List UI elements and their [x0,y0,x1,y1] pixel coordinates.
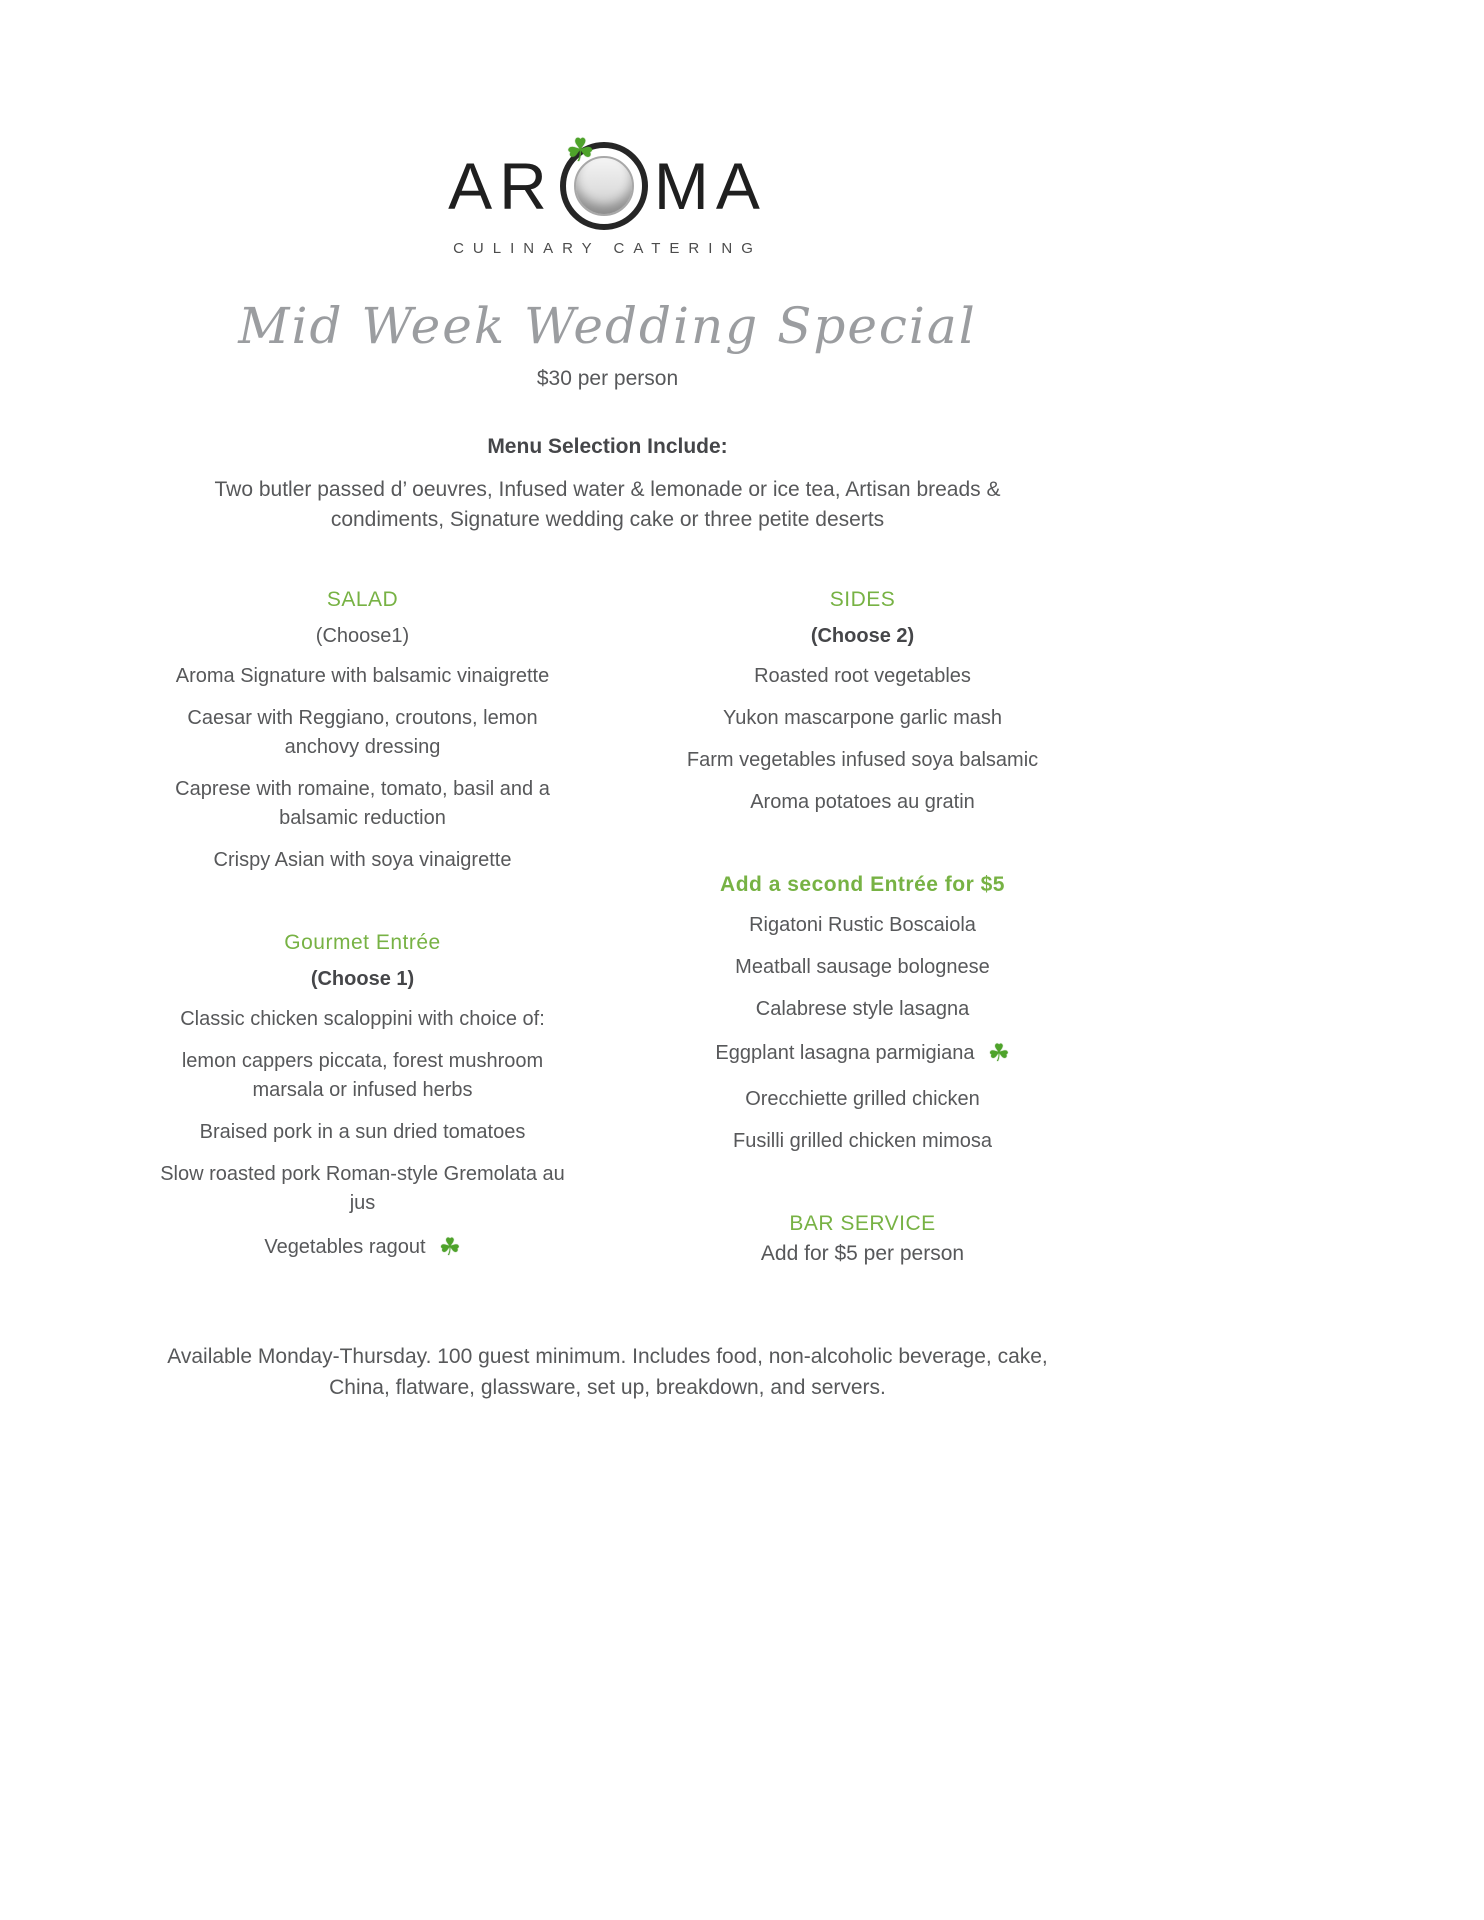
salad-items [150,662,575,875]
menu-item: Aroma Signature with balsamic vinaigrette [175,664,550,687]
menu-item: Crispy Asian with soya vinaigrette [213,848,512,871]
entree-items [150,1005,575,1266]
menu-include-text: Two butler passed d’ oeuvres, Infused water & lemonade or ice tea, Artisan breads & condiments, Signature wedding cake or three petite deserts [214,478,1001,532]
menu-item: Classic chicken scaloppini with choice of: [180,1007,545,1030]
menu-item [660,1037,1065,1072]
footer-note: Available Monday-Thursday. 100 guest minimum. Includes food, non-alcoholic beverage, cake, China, flatware, glassware, set up, breakdown, and servers. [167,1344,1048,1400]
menu-item-text: Vegetables ragout [264,1235,426,1258]
menu-item [150,1231,575,1266]
brand-text-pre: AR [448,149,554,223]
section-salad [150,588,575,875]
page-title: Mid Week Wedding Special [238,297,977,355]
section-heading-bar-service: BAR SERVICE [789,1211,936,1235]
section-heading-sides: SIDES [829,587,896,611]
logo [150,132,1065,257]
section-bar-service [660,1212,1065,1266]
sides-choose-label: (Choose 2) [810,624,915,647]
brand-tagline: CULINARY CATERING [453,240,762,257]
salad-choose-label: (Choose1) [315,624,410,647]
plate-icon [560,132,648,230]
sides-items [660,662,1065,817]
menu-item-text: Eggplant lasagna parmigiana [715,1041,975,1064]
menu-item: Caprese with romaine, tomato, basil and a balsamic reduction [175,777,550,829]
menu-content [150,0,1065,1404]
entree-choose-label: (Choose 1) [310,967,415,990]
menu-item: Roasted root vegetables [754,664,971,687]
left-column [150,588,575,1279]
menu-item: Slow roasted pork Roman-style Gremolata au jus [160,1162,565,1214]
menu-item: Meatball sausage bolognese [735,955,990,978]
second-entree-items [660,911,1065,1156]
menu-item: Rigatoni Rustic Boscaiola [749,913,976,936]
right-column [660,588,1065,1279]
section-sides [660,588,1065,817]
brand-wordmark [150,132,1065,230]
menu-item: Orecchiette grilled chicken [745,1087,980,1110]
menu-item: lemon cappers piccata, forest mushroom marsala or infused herbs [181,1049,544,1101]
menu-item: Fusilli grilled chicken mimosa [733,1129,992,1152]
menu-item: Aroma potatoes au gratin [750,790,975,813]
menu-item: Calabrese style lasagna [755,997,970,1020]
brand-text-post: MA [653,149,767,223]
herb-icon: ☘ [988,1039,1010,1067]
section-heading-salad: SALAD [326,587,399,611]
herb-garnish-icon: ☘ [565,132,595,168]
menu-item: Farm vegetables infused soya balsamic [686,748,1039,771]
bar-service-text: Add for $5 per person [760,1241,965,1265]
section-heading-second-entree: Add a second Entrée for $5 [720,872,1005,896]
menu-include-label: Menu Selection Include: [487,435,728,458]
menu-item: Caesar with Reggiano, croutons, lemon anchovy dressing [187,706,538,758]
menu-item: Yukon mascarpone garlic mash [722,706,1003,729]
menu-columns [150,588,1065,1279]
section-second-entree [660,873,1065,1156]
section-heading-gourmet-entree: Gourmet Entrée [284,930,441,954]
section-gourmet-entree [150,931,575,1266]
menu-item: Braised pork in a sun dried tomatoes [199,1120,526,1143]
price-per-person: $30 per person [536,367,679,390]
herb-icon: ☘ [439,1233,461,1261]
